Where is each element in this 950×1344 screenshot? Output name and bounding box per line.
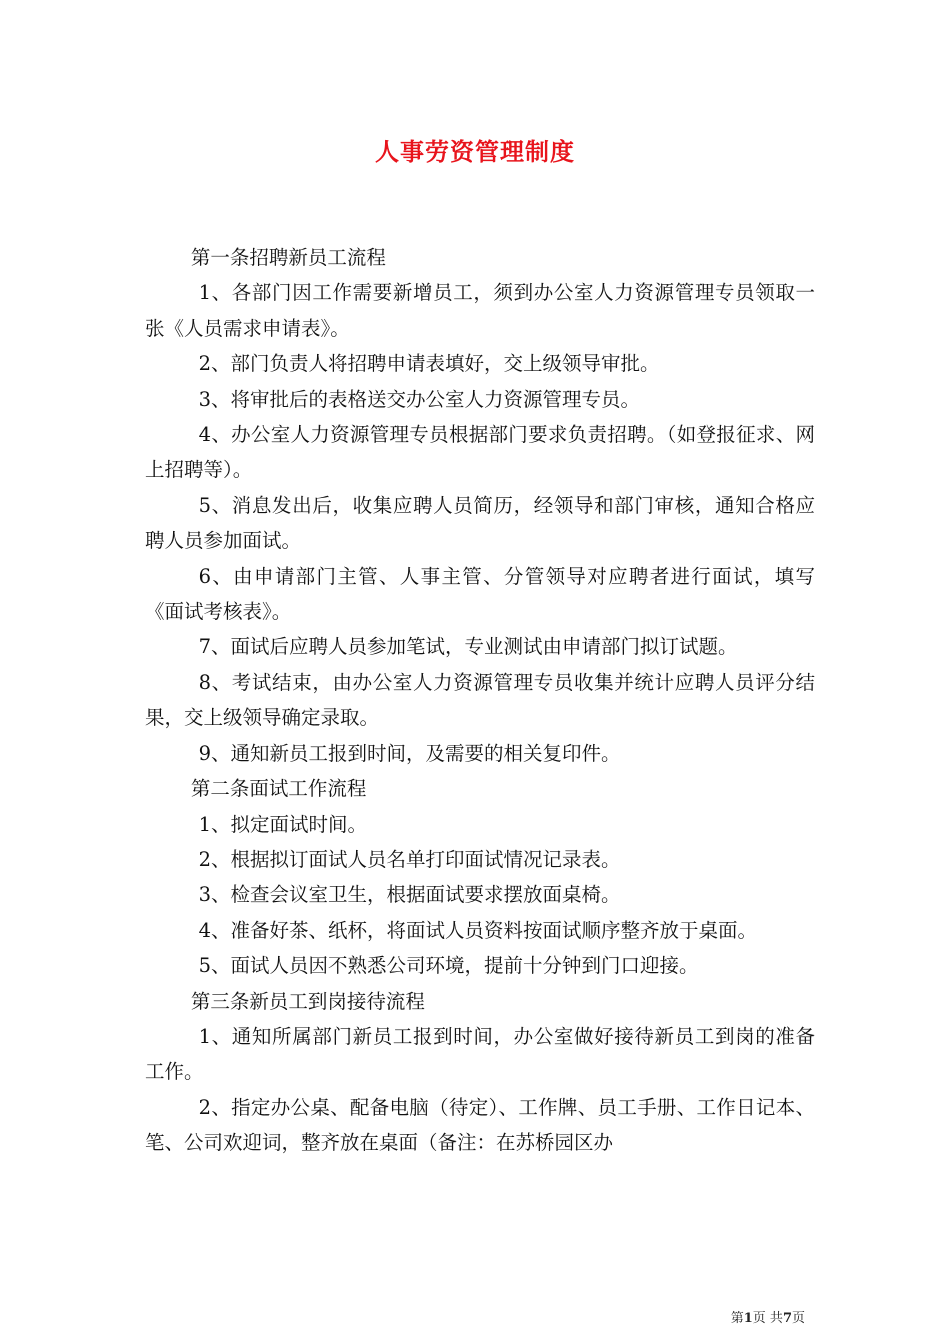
footer-prefix: 第 xyxy=(730,1311,744,1326)
paragraph: 1、通知所属部门新员工报到时间，办公室做好接待新员工到岗的准备工作。 xyxy=(145,1024,815,1084)
paragraph: 8、考试结束，由办公室人力资源管理专员收集并统计应聘人员评分结果，交上级领导确定录取。 xyxy=(145,670,815,730)
section-heading: 第三条新员工到岗接待流程 xyxy=(190,989,425,1013)
current-page-number: 1 xyxy=(743,1311,753,1326)
paragraph: 4、准备好茶、纸杯，将面试人员资料按面试顺序整齐放于桌面。 xyxy=(198,918,758,942)
paragraph: 2、部门负责人将招聘申请表填好，交上级领导审批。 xyxy=(198,352,660,376)
section-heading: 第二条面试工作流程 xyxy=(190,777,367,801)
paragraph: 2、指定办公桌、配备电脑（待定）、工作牌、员工手册、工作日记本、笔、公司欢迎词，整齐放在桌面（备注：在苏桥园区办 xyxy=(145,1095,815,1155)
paragraph: 2、根据拟订面试人员名单打印面试情况记录表。 xyxy=(198,847,621,871)
document-title: 人事劳资管理制度 xyxy=(375,137,575,166)
footer-suffix: 页 xyxy=(791,1311,805,1326)
paragraph: 1、各部门因工作需要新增员工，须到办公室人力资源管理专员领取一张《人员需求申请表》。 xyxy=(145,281,815,340)
paragraph: 5、面试人员因不熟悉公司环境，提前十分钟到门口迎接。 xyxy=(198,954,699,978)
section-heading: 第一条招聘新员工流程 xyxy=(190,246,386,269)
paragraph: 4、办公室人力资源管理专员根据部门要求负责招聘。（如登报征求、网上招聘等）。 xyxy=(145,423,815,482)
total-page-count: 7 xyxy=(782,1311,792,1326)
paragraph: 3、将审批后的表格送交办公室人力资源管理专员。 xyxy=(198,387,641,411)
paragraph: 9、通知新员工报到时间，及需要的相关复印件。 xyxy=(198,741,621,765)
footer-middle: 页 共 xyxy=(752,1311,783,1326)
paragraph: 1、拟定面试时间。 xyxy=(198,812,368,836)
paragraph: 6、由申请部门主管、人事主管、分管领导对应聘者进行面试，填写《面试考核表》。 xyxy=(145,564,815,624)
page-footer xyxy=(731,1307,805,1326)
document-body xyxy=(145,240,815,1161)
paragraph: 3、检查会议室卫生，根据面试要求摆放面桌椅。 xyxy=(198,883,621,907)
paragraph: 5、消息发出后，收集应聘人员简历，经领导和部门审核，通知合格应聘人员参加面试。 xyxy=(145,493,815,553)
paragraph: 7、面试后应聘人员参加笔试，专业测试由申请部门拟订试题。 xyxy=(198,635,738,659)
